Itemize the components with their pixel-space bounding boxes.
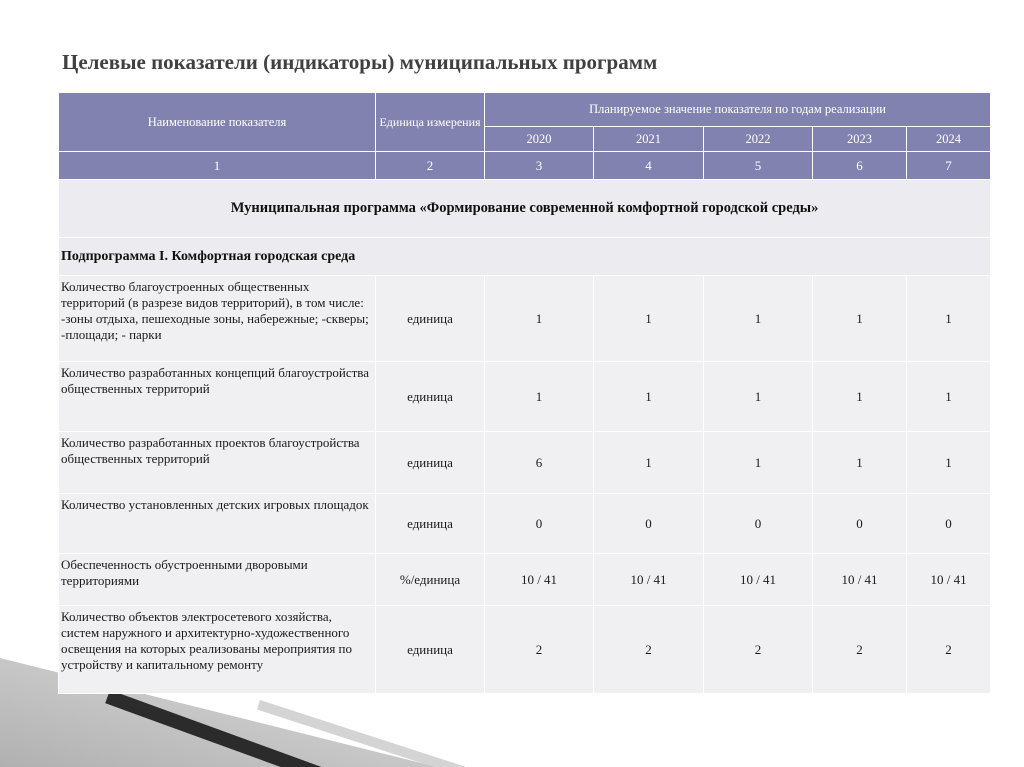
indicator-value: 2 [594, 606, 704, 694]
indicator-name: Количество установленных детских игровых площадок [59, 494, 376, 554]
indicator-value: 1 [594, 276, 704, 362]
indicator-value: 10 / 41 [907, 554, 991, 606]
indicator-unit: единица [376, 362, 485, 432]
indicator-value: 1 [907, 362, 991, 432]
indicator-value: 1 [813, 276, 907, 362]
table-row [59, 362, 991, 432]
indicator-name: Обеспеченность обустроенными дворовыми территориями [59, 554, 376, 606]
indicator-value: 1 [704, 432, 813, 494]
indicator-value: 10 / 41 [813, 554, 907, 606]
indicator-unit: единица [376, 606, 485, 694]
indicator-name: Количество благоустроенных общественных территорий (в разрезе видов территорий), в том числе: -зоны отдыха, пешеходные зоны, набережные; -скверы; -площади; - парки [59, 276, 376, 362]
indicator-value: 0 [485, 494, 594, 554]
indicator-value: 2 [704, 606, 813, 694]
indicators-table-wrap [58, 92, 990, 694]
indicator-value: 1 [594, 432, 704, 494]
indicator-value: 6 [485, 432, 594, 494]
indicator-unit: %/единица [376, 554, 485, 606]
column-number: 6 [813, 152, 907, 180]
indicator-value: 1 [813, 362, 907, 432]
indicator-value: 2 [485, 606, 594, 694]
column-number: 7 [907, 152, 991, 180]
indicator-unit: единица [376, 276, 485, 362]
indicator-value: 1 [485, 276, 594, 362]
indicator-value: 1 [704, 362, 813, 432]
program-title: Муниципальная программа «Формирование современной комфортной городской среды» [59, 180, 991, 238]
indicator-value: 10 / 41 [594, 554, 704, 606]
indicator-value: 1 [704, 276, 813, 362]
indicator-value: 1 [594, 362, 704, 432]
indicator-value: 0 [704, 494, 813, 554]
indicator-name: Количество объектов электросетевого хозяйства, систем наружного и архитектурно-художественного освещения на которых реализованы мероприятия по устройству и капитальному ремонту [59, 606, 376, 694]
indicator-value: 1 [907, 432, 991, 494]
indicator-value: 2 [907, 606, 991, 694]
indicator-value: 10 / 41 [485, 554, 594, 606]
indicator-value: 0 [594, 494, 704, 554]
table-row [59, 276, 991, 362]
header-year: 2020 [485, 127, 594, 152]
slide-title: Целевые показатели (индикаторы) муниципальных программ [62, 50, 658, 74]
subprogram-title: Подпрограмма I. Комфортная городская среда [59, 238, 991, 276]
indicator-unit: единица [376, 432, 485, 494]
indicator-unit: единица [376, 494, 485, 554]
header-year: 2023 [813, 127, 907, 152]
indicator-value: 0 [907, 494, 991, 554]
table-row [59, 554, 991, 606]
column-number: 5 [704, 152, 813, 180]
indicator-value: 2 [813, 606, 907, 694]
indicator-value: 0 [813, 494, 907, 554]
indicator-value: 1 [813, 432, 907, 494]
indicator-name: Количество разработанных концепций благоустройства общественных территорий [59, 362, 376, 432]
header-year: 2024 [907, 127, 991, 152]
indicator-name: Количество разработанных проектов благоустройства общественных территорий [59, 432, 376, 494]
column-number: 2 [376, 152, 485, 180]
indicator-value: 10 / 41 [704, 554, 813, 606]
indicator-value: 1 [485, 362, 594, 432]
header-planned-values: Планируемое значение показателя по годам реализации [485, 93, 991, 127]
indicators-table [58, 92, 991, 694]
header-indicator-name: Наименование показателя [59, 93, 376, 152]
header-unit: Единица измерения [376, 93, 485, 152]
header-year: 2021 [594, 127, 704, 152]
column-number: 1 [59, 152, 376, 180]
indicator-value: 1 [907, 276, 991, 362]
header-year: 2022 [704, 127, 813, 152]
table-row [59, 432, 991, 494]
column-number: 4 [594, 152, 704, 180]
column-number: 3 [485, 152, 594, 180]
table-row [59, 494, 991, 554]
table-row [59, 606, 991, 694]
